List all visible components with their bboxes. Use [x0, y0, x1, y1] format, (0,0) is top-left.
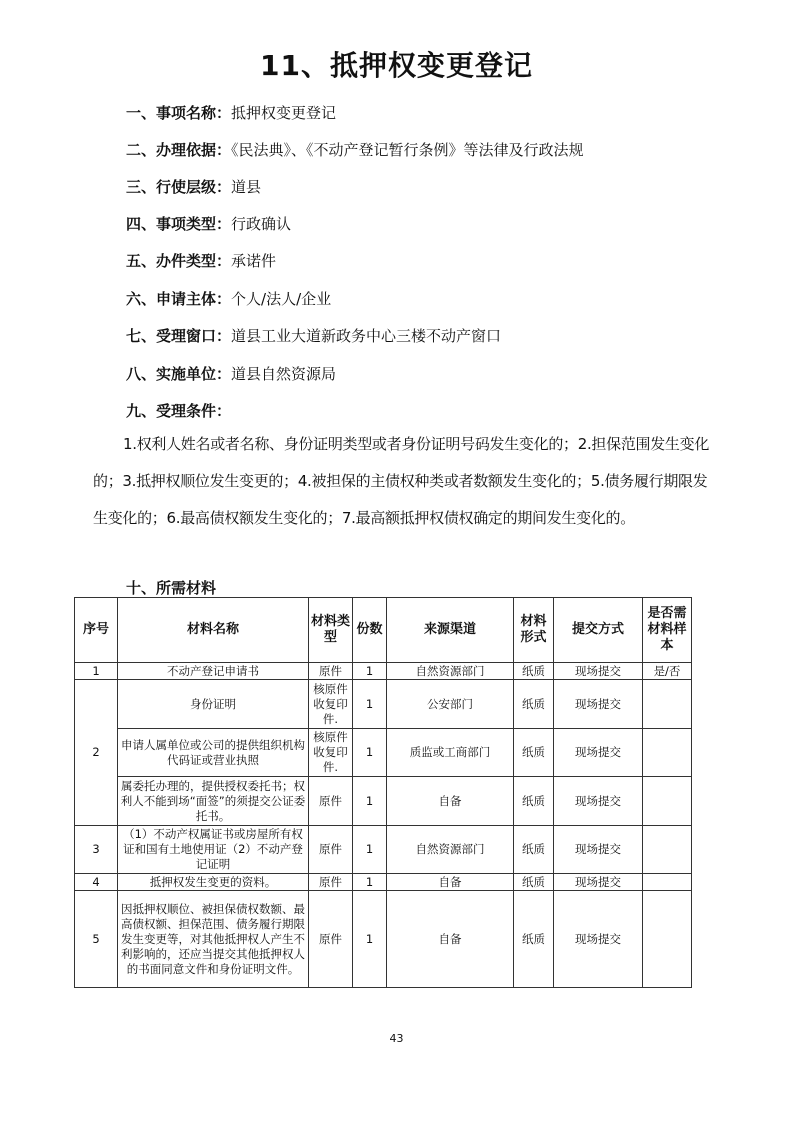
- cell-count: 1: [353, 874, 387, 891]
- item-label: 五、办件类型：: [126, 252, 232, 270]
- cell-type: 原件: [309, 826, 353, 874]
- item-type: [126, 214, 291, 234]
- cell-count: 1: [353, 777, 387, 826]
- cell-name: 抵押权发生变更的资料。: [118, 874, 309, 891]
- cell-name: （1）不动产权属证书或房屋所有权证和国有土地使用证（2）不动产登记证明: [118, 826, 309, 874]
- cell-type: 核原件收复印件.: [309, 680, 353, 729]
- materials-table: [74, 597, 692, 988]
- item-value: 道县: [231, 178, 262, 196]
- table-header-row: [75, 598, 692, 663]
- cell-submit: 现场提交: [554, 663, 643, 680]
- section-materials-heading: 十、所需材料: [126, 579, 217, 597]
- cell-sample: [643, 826, 692, 874]
- table-row: [75, 874, 692, 891]
- cell-count: 1: [353, 891, 387, 988]
- cell-name: 不动产登记申请书: [118, 663, 309, 680]
- cell-source: 自备: [387, 891, 514, 988]
- cell-count: 1: [353, 826, 387, 874]
- header-cell: 份数: [353, 598, 387, 663]
- item-applicant: [126, 289, 331, 309]
- cell-form: 纸质: [514, 891, 554, 988]
- cell-name: 属委托办理的，提供授权委托书；权利人不能到场“面签”的须提交公证委托书。: [118, 777, 309, 826]
- cell-submit: 现场提交: [554, 680, 643, 729]
- cell-form: 纸质: [514, 874, 554, 891]
- cell-sample: [643, 777, 692, 826]
- item-basis: [126, 140, 584, 160]
- cell-type: 原件: [309, 891, 353, 988]
- page-number: 43: [389, 1032, 404, 1045]
- cell-type: 核原件收复印件.: [309, 729, 353, 777]
- cell-count: 1: [353, 729, 387, 777]
- cell-source: 公安部门: [387, 680, 514, 729]
- item-unit: [126, 364, 336, 384]
- item-label: 三、行使层级：: [126, 178, 232, 196]
- table-row: [75, 826, 692, 874]
- item-label: 一、事项名称：: [126, 104, 232, 122]
- item-conditions: [126, 401, 231, 421]
- cell-form: 纸质: [514, 777, 554, 826]
- item-window: [126, 326, 501, 346]
- cell-sample: [643, 729, 692, 777]
- table-row: [75, 777, 692, 826]
- table-row: [75, 663, 692, 680]
- header-cell: 材料形式: [514, 598, 554, 663]
- item-value: 道县工业大道新政务中心三楼不动产窗口: [231, 327, 502, 345]
- cell-name: 因抵押权顺位、被担保债权数额、最高债权额、担保范围、债务履行期限发生变更等，对其他抵押权人产生不利影响的，还应当提交其他抵押权人的书面同意文件和身份证明文件。: [118, 891, 309, 988]
- cell-submit: 现场提交: [554, 777, 643, 826]
- item-value: 道县自然资源局: [231, 365, 337, 383]
- item-value: 个人/法人/企业: [231, 290, 332, 308]
- cell-no: 1: [75, 663, 118, 680]
- item-level: [126, 177, 261, 197]
- cell-submit: 现场提交: [554, 729, 643, 777]
- table-row: [75, 891, 692, 988]
- item-name: [126, 103, 336, 123]
- cell-source: 自然资源部门: [387, 826, 514, 874]
- cell-sample: [643, 874, 692, 891]
- cell-no: 2: [75, 680, 118, 826]
- cell-source: 质监或工商部门: [387, 729, 514, 777]
- item-label: 二、办理依据：: [126, 141, 232, 159]
- cell-form: 纸质: [514, 826, 554, 874]
- header-cell: 是否需材料样本: [643, 598, 692, 663]
- cell-submit: 现场提交: [554, 826, 643, 874]
- cell-type: 原件: [309, 663, 353, 680]
- header-cell: 序号: [75, 598, 118, 663]
- cell-sample: 是/否: [643, 663, 692, 680]
- item-label: 六、申请主体：: [126, 290, 232, 308]
- cell-count: 1: [353, 680, 387, 729]
- cell-count: 1: [353, 663, 387, 680]
- cell-type: 原件: [309, 777, 353, 826]
- cell-name: 身份证明: [118, 680, 309, 729]
- cell-form: 纸质: [514, 680, 554, 729]
- item-value: 承诺件: [231, 252, 277, 270]
- header-cell: 材料名称: [118, 598, 309, 663]
- cell-type: 原件: [309, 874, 353, 891]
- table-row: [75, 729, 692, 777]
- cell-form: 纸质: [514, 663, 554, 680]
- conditions-paragraph: 1.权利人姓名或者名称、身份证明类型或者身份证明号码发生变化的；2.担保范围发生变化的；3.抵押权顺位发生变更的；4.被担保的主债权种类或者数额发生变化的；5.债务履行期限发生变化的；6.最高债权额发生变化的；7.最高额抵押权债权确定的期间发生变化的。: [93, 435, 710, 527]
- cell-source: 自然资源部门: [387, 663, 514, 680]
- cell-submit: 现场提交: [554, 874, 643, 891]
- cell-no: 5: [75, 891, 118, 988]
- header-cell: 来源渠道: [387, 598, 514, 663]
- item-label: 七、受理窗口：: [126, 327, 232, 345]
- cell-source: 自备: [387, 777, 514, 826]
- cell-no: 4: [75, 874, 118, 891]
- item-value: 《民法典》、《不动产登记暂行条例》等法律及行政法规: [231, 141, 584, 159]
- cell-sample: [643, 891, 692, 988]
- item-label: 四、事项类型：: [126, 215, 232, 233]
- header-cell: 材料类型: [309, 598, 353, 663]
- item-label: 九、受理条件：: [126, 402, 232, 420]
- item-case-type: [126, 251, 276, 271]
- cell-sample: [643, 680, 692, 729]
- page-title: 11、抵押权变更登记: [260, 49, 533, 82]
- item-label: 八、实施单位：: [126, 365, 232, 383]
- header-cell: 提交方式: [554, 598, 643, 663]
- cell-submit: 现场提交: [554, 891, 643, 988]
- item-value: 行政确认: [231, 215, 292, 233]
- cell-no: 3: [75, 826, 118, 874]
- cell-name: 申请人属单位或公司的提供组织机构代码证或营业执照: [118, 729, 309, 777]
- cell-form: 纸质: [514, 729, 554, 777]
- table-row: [75, 680, 692, 729]
- item-value: 抵押权变更登记: [231, 104, 337, 122]
- cell-source: 自备: [387, 874, 514, 891]
